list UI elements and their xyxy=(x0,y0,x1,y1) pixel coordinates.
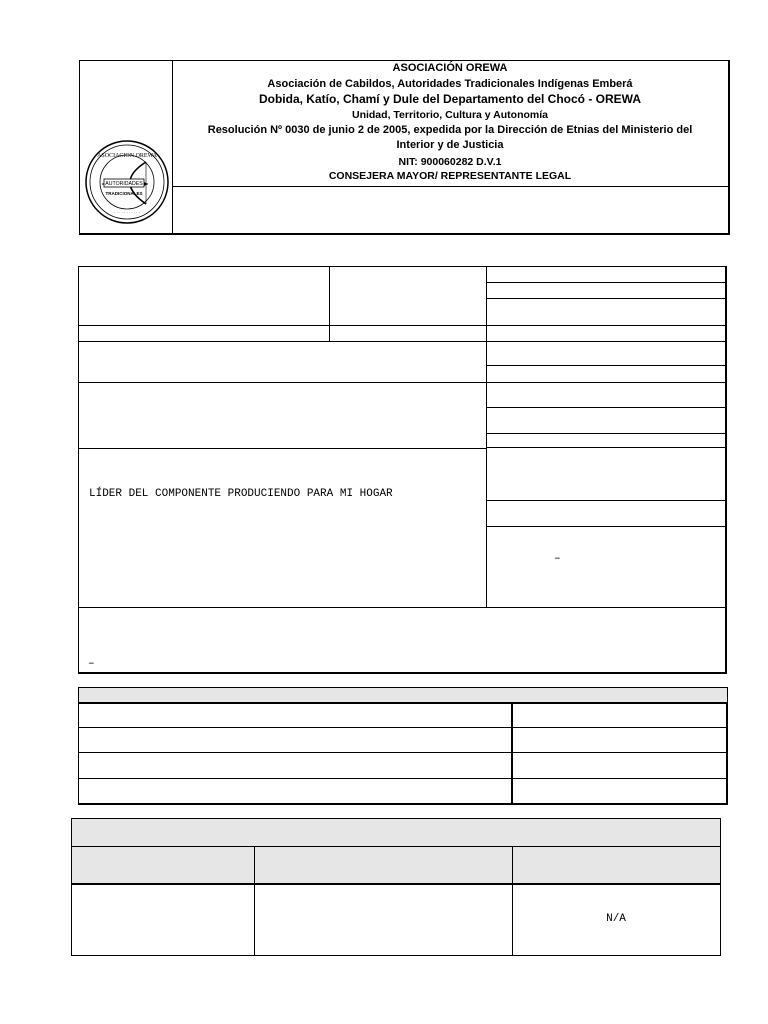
form-divider xyxy=(486,266,487,607)
svg-text:· · · · · · · · · · ·: · · · · · · · · · · · xyxy=(114,210,140,215)
form-divider xyxy=(486,500,726,501)
form-divider xyxy=(78,607,726,608)
main-form xyxy=(78,266,727,674)
table-divider xyxy=(511,702,513,804)
logo-band-2: TRADICIONALES xyxy=(105,191,143,196)
org-line-3: Unidad, Territorio, Cultura y Autonomía xyxy=(351,109,548,121)
org-nit: NIT: 900060282 D.V.1 xyxy=(398,156,502,168)
table-header-bar xyxy=(78,687,728,703)
form-divider xyxy=(486,282,726,283)
header-divider xyxy=(172,186,729,187)
form-divider xyxy=(486,407,726,408)
org-line-4: Resolución Nº 0030 de junio 2 de 2005, expedida por la Dirección de Etnias del Ministerio del xyxy=(207,124,693,136)
form-divider xyxy=(78,382,726,383)
org-line-1: Asociación de Cabildos, Autoridades Tradicionales Indígenas Emberá xyxy=(267,78,633,90)
form-divider xyxy=(486,447,726,448)
form-divider xyxy=(486,365,726,366)
na-value: N/A xyxy=(606,913,626,925)
logo-band-1: AUTORIDADES xyxy=(105,181,143,187)
form-divider xyxy=(78,325,726,326)
form-divider xyxy=(78,341,726,342)
form-divider xyxy=(78,448,486,449)
table-divider xyxy=(254,846,255,956)
orewa-logo xyxy=(84,132,170,232)
dash-value: – xyxy=(554,553,561,565)
org-line-5: Interior y de Justicia xyxy=(396,139,504,151)
table-column-headers xyxy=(71,846,721,885)
component-field: LÍDER DEL COMPONENTE PRODUCIENDO PARA MI HOGAR xyxy=(89,488,393,500)
form-divider xyxy=(486,298,726,299)
table-row-line xyxy=(78,778,727,779)
org-title: ASOCIACIÓN OREWA xyxy=(392,62,508,74)
table-header-bar xyxy=(71,818,721,846)
form-divider xyxy=(486,433,726,434)
table-row-line xyxy=(78,752,727,753)
dash-value: – xyxy=(88,658,95,670)
form-divider xyxy=(329,266,330,342)
table-row-line xyxy=(78,727,727,728)
logo-ring-text: ASOCIACION OREWA xyxy=(97,153,157,159)
org-line-2: Dobida, Katío, Chamí y Dule del Departamento del Chocó - OREWA xyxy=(258,92,642,106)
form-divider xyxy=(486,526,726,527)
table-divider xyxy=(512,846,513,956)
info-table xyxy=(78,702,728,805)
org-role: CONSEJERA MAYOR/ REPRESENTANTE LEGAL xyxy=(328,170,572,182)
